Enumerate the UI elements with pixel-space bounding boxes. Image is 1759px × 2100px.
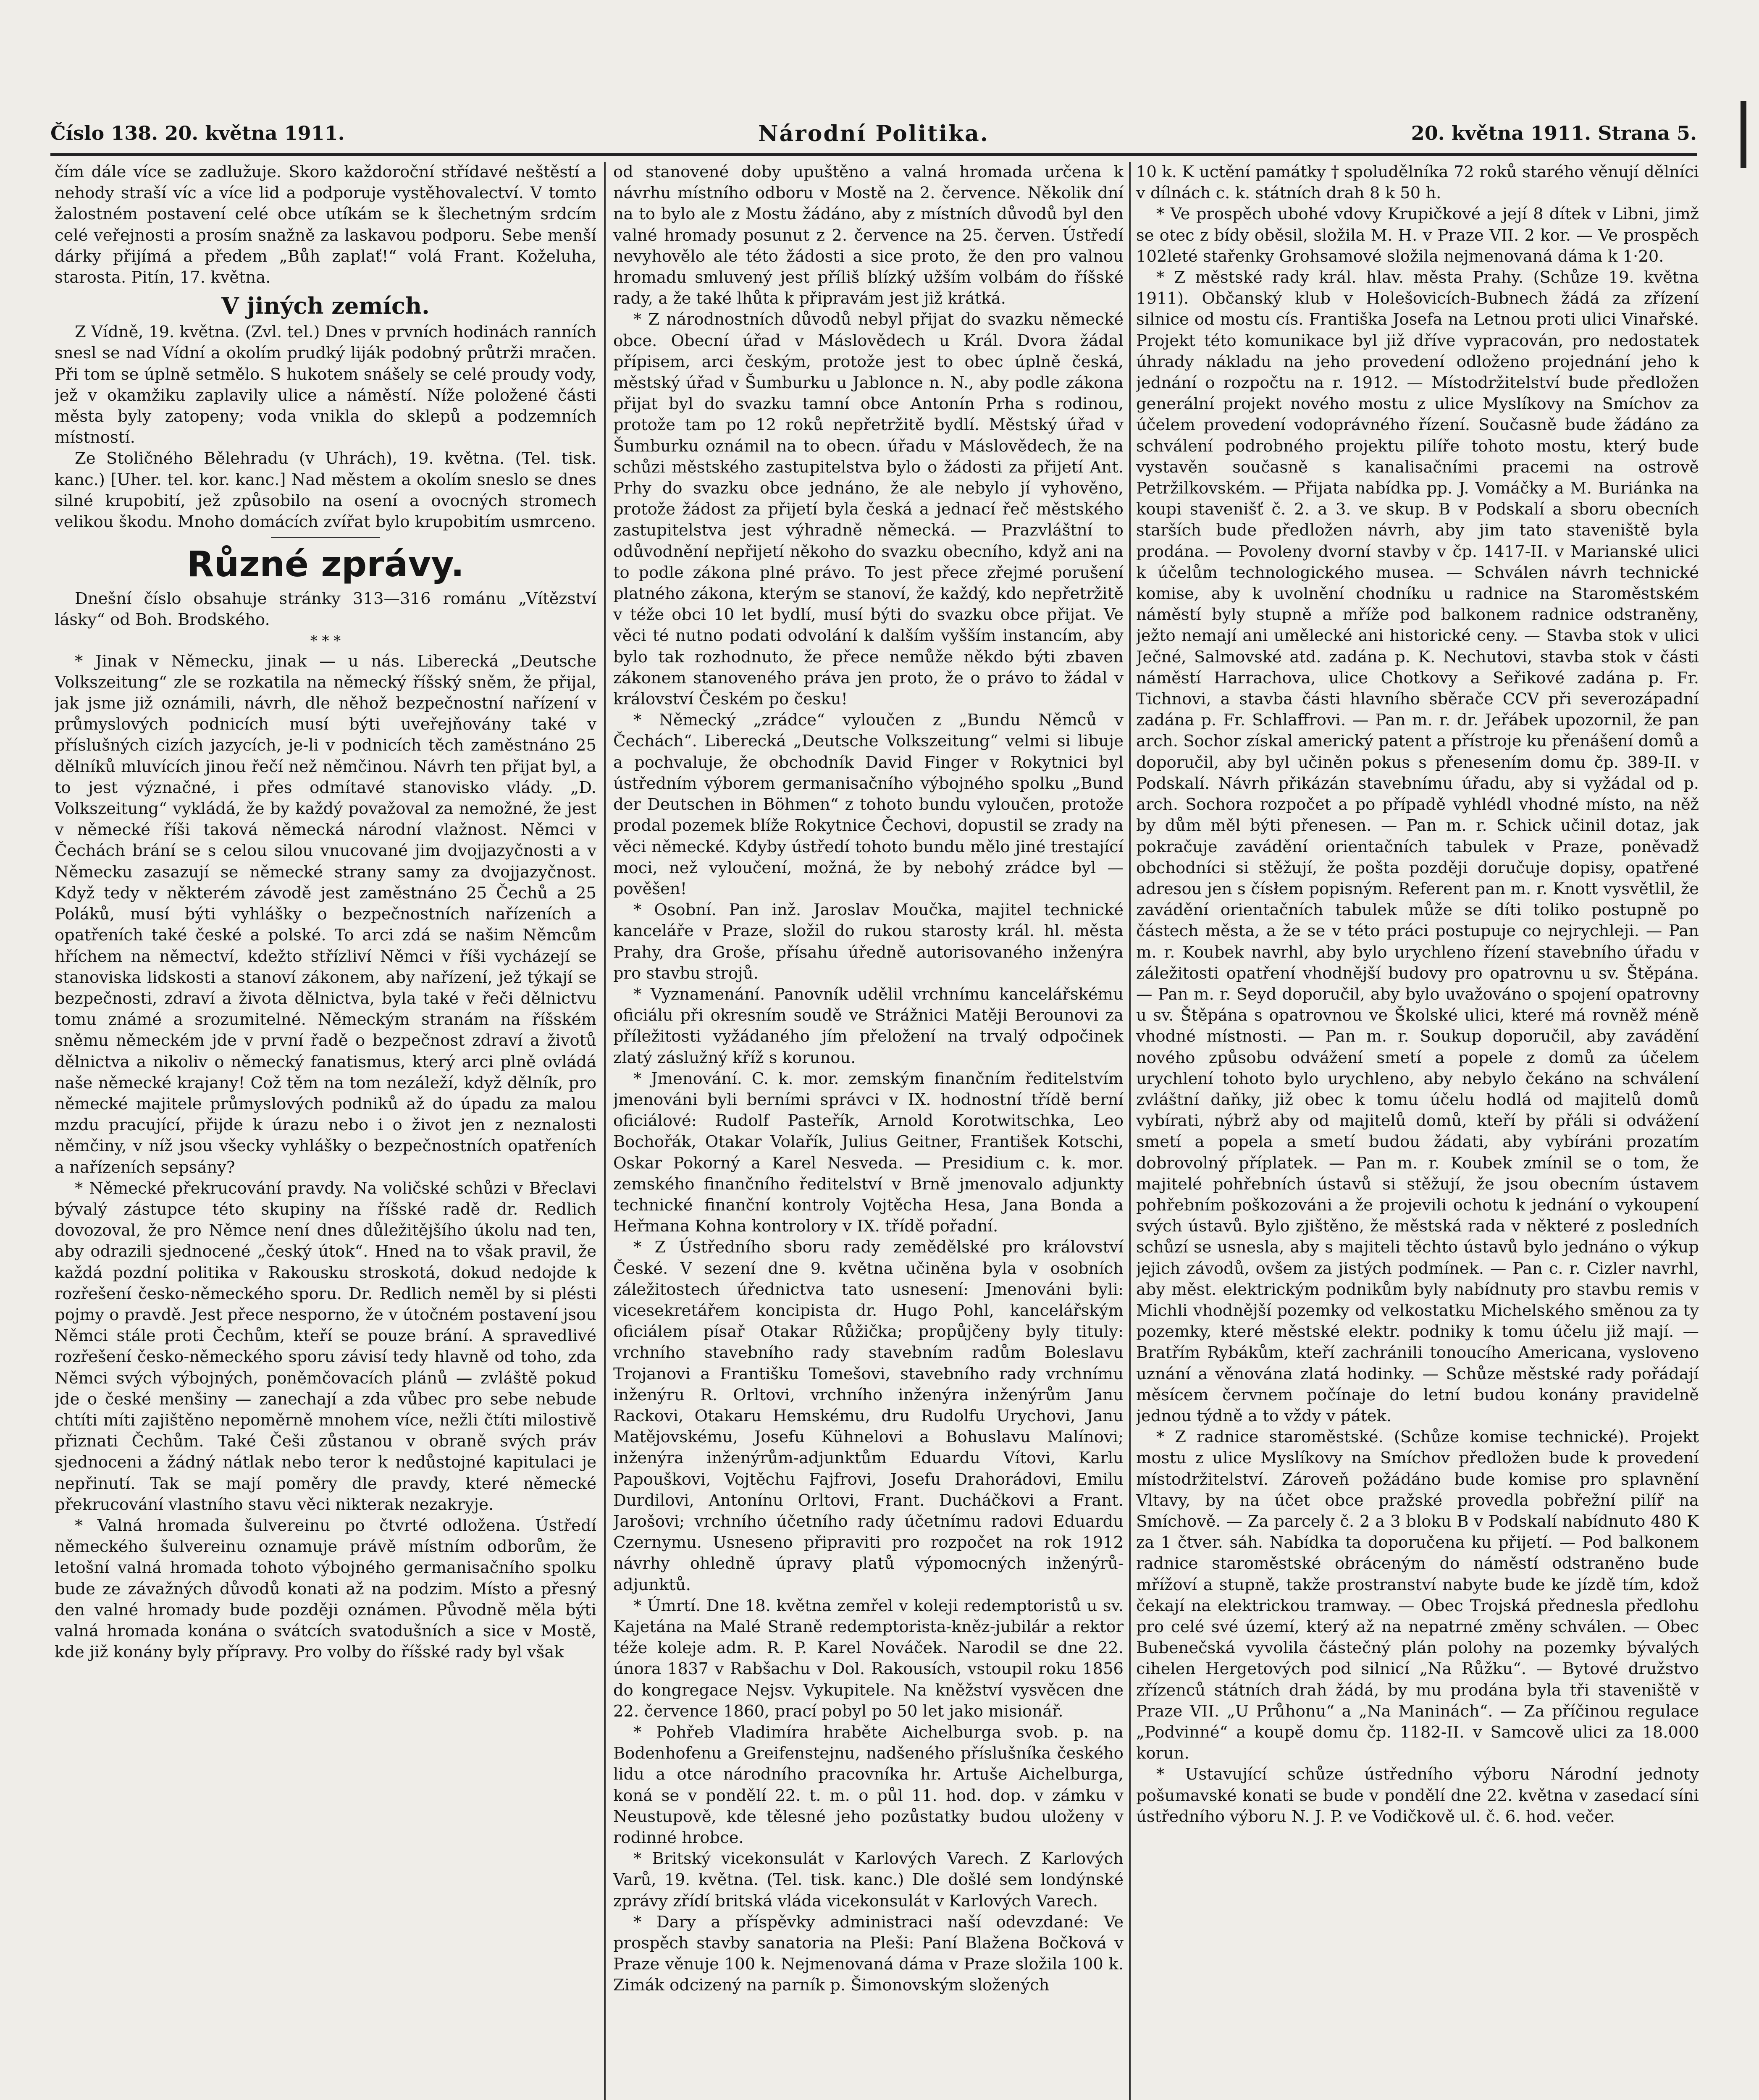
article-paragraph: Z Vídně, 19. května. (Zvl. tel.) Dnes v prvních hodinách ranních snesl se nad Vídní a okolím prudký liják podobný průtrži mračen. Při tom se úplně setmělo. S hukotem snášely se celé proudy vody, jež v okamžiku zaplavily ulice a náměstí. Níže položené části města byly zatopeny; voda vnikla do sklepů a podzemních místností.	[55, 323, 596, 447]
column-divider	[604, 162, 606, 2100]
article-paragraph: * Vyznamenání. Panovník udělil vrchnímu kancelářskému oficiálu při okresním soudě ve Strážnici Matěji Berounovi za příležitosti vyžádaného jím přeložení na trvalý odpočinek zlatý záslužný kříž s korunou.	[613, 984, 1124, 1067]
article-paragraph: 10 k. K uctění památky † spoludělníka 72 roků starého věnují dělníci v dílnách c. k. státních drah 8 k 50 h.	[1136, 163, 1699, 203]
article-paragraph: * Pohřeb Vladimíra hraběte Aichelburga svob. p. na Bodenhofenu a Greifenstejnu, nadšeného příslušníka českého lidu a otce národního pracovníka hr. Artuše Aichelburga, koná se v pondělí 22. t. m. o půl 11. hod. dop. v zámku v Neustupově, kde tělesné jeho pozůstatky budou uloženy v rodinné hrobce.	[613, 1723, 1124, 1848]
masthead-title: Národní Politika.	[758, 121, 989, 147]
article-paragraph: * Jinak v Německu, jinak — u nás. Liberecká „Deutsche Volkszeitung“ zle se rozkatila na německý říšský sněm, že přijal, jak jsme již oznámili, návrh, dle něhož bezpečnostní nařízení v průmyslových podnicích musí býti uveřejňovány také v příslušných cizích jazycích, je-li v podnicích těch zaměstnáno 25 dělníků mluvících jinou řečí než němčinou. Návrh ten přijat byl, a to jest význačné, i přes odmítavé stanovisko vlády. „D. Volkszeitung“ vykládá, že by každý považoval za nemožné, že jest v německé říši taková německá národní vlažnost. Němci v Čechách brání se s celou silou vnucované jim dvojjazyčnosti a v Německu zasazují se německé strany samy za dvojjazyčnost. Když tedy v některém závodě jest zaměstnáno 25 Čechů a 25 Poláků, musí býti vyhlášky o bezpečnostních nařízeních a opatřeních také české a polské. To arci zdá se našim Němcům hříchem na němectví, kdežto střízliví Němci v říši vycházejí se stanoviska lidskosti a stanoví zákonem, aby nařízení, jež týkají se bezpečnosti, zdraví a života dělnictva, byla také v řeči dělnictvu tomu známé a srozumitelné. Německým stranám na říšském sněmu německém jde v první řadě o bezpečnost zdraví a životů dělnictva a nikoliv o německý fanatismus, který arci plně ovládá naše německé krajany! Což těm na tom nezáleží, když dělník, pro německé majitele průmyslových podniků až do úpadu za malou mzdu pracující, přijde k úrazu nebo i o život jen z neznalosti němčiny, v níž jsou všecky vyhlášky o bezpečnostních opatřeních a nařízeních sepsány?	[55, 651, 596, 1177]
page-header	[50, 118, 1697, 151]
article-paragraph: Dnešní číslo obsahuje stránky 313—316 románu „Vítězství lásky“ od Boh. Brodského.	[55, 589, 596, 630]
article-paragraph: * Valná hromada šulvereinu po čtvrté odložena. Ústředí německého šulvereinu oznamuje právě místním odborům, že letošní valná hromada tohoto výbojného germanisačního spolku bude ze závažných důvodů konati až na podzim. Místo a přesný den valné hromady bude později oznámen. Původně měla býti valná hromada konána o svátcích svatodušních a sice v Mostě, kde již konány byly přípravy. Pro volby do říšské rady byl však	[55, 1516, 596, 1662]
issue-info: Číslo 138. 20. května 1911.	[50, 122, 345, 144]
asterism: * * *	[310, 632, 341, 649]
article-paragraph: * Úmrtí. Dne 18. května zemřel v koleji redemptoristů u sv. Kajetána na Malé Straně redemptorista-kněz-jubilár a rektor téže koleje adm. R. P. Karel Nováček. Narodil se dne 22. února 1837 v Rabšachu v Dol. Rakousích, vstoupil roku 1856 do kongregace Nejsv. Vykupitele. Na kněžství vysvěcen dne 22. července 1860, prací pobyl po 50 let jako misionář.	[613, 1596, 1124, 1721]
article-paragraph: * Ve prospěch ubohé vdovy Krupičkové a její 8 dítek v Libni, jimž se otec z bídy oběsil, složila M. H. v Praze VII. 2 kor. — Ve prospěch 102leté stařenky Grohsamové složila nejmenovaná dáma k 1·20.	[1136, 205, 1699, 266]
article-paragraph: * Z radnice staroměstské. (Schůze komise technické). Projekt mostu z ulice Myslíkovy na Smíchov předložen bude k provedení místodržitelství. Zároveň požádáno bude komise pro splavnění Vltavy, by na účet obce pražské provedla pobřežní pilíř na Smíchově. — Za parcely č. 2 a 3 bloku B v Podskalí nabídnuto 480 K za 1 čtver. sáh. Nabídka ta doporučena ku přijetí. — Pod balkonem radnice staroměstské obráceným do náměstí odstraněno bude mřížoví a stupně, takže prostranství nabyte bude ke jízdě tím, kdož čekají na elektrickou tramway. — Obec Trojská přednesla předlohu pro celé své území, který až na nepatrné změny schválen. — Obec Bubenečská vyvolila částečný plán polohy na pozemky bývalých cihelen Hergetových pod silnicí „Na Růžku“. — Bytové družstvo zřízenců státních drah žádá, by mu prodána byla tři staveniště v Praze VII. „U Průhonu“ a „Na Maninách“. — Za příčinou regulace „Podvinné“ a koupě domu čp. 1182-II. v Samcově ulici za 18.000 korun.	[1136, 1428, 1699, 1763]
date-page-number: 20. května 1911. Strana 5.	[1411, 122, 1697, 144]
column-divider	[1129, 162, 1131, 2100]
column-3	[1136, 162, 1699, 2100]
article-paragraph: * Německé překrucování pravdy. Na voličské schůzi v Břeclavi bývalý zástupce této skupiny na říšské radě dr. Redlich dovozoval, že pro Němce není dnes důležitějšího úkolu nad ten, aby odrazili sjednocené „český útok“. Hned na to však pravil, že každá pozdní politika v Rakousku stroskotá, dokud nedojde k rozřešení česko-německého sporu. Dr. Redlich neměl by si plésti pojmy o pravdě. Jest přece nesporno, že v útočném postavení jsou Němci stále proti Čechům, kteří se pouze brání. A spravedlivé rozřešení česko-německého sporu závisí tedy hlavně od toho, zda Němci svých výbojných, poněmčovacích plánů — zvláště pokud jde o české menšiny — zanechají a zda vůbec pro sebe nebude chtíti míti zajištěno nepoměrně mnohem více, nežli čtíti milostivě přiznati Čechům. Také Češi zůstanou v obraně svých práv sjednoceni a žádný nátlak nebo teror k nedůstojné kapitulaci je nepřinutí. Tak se mají poměry dle pravdy, které německé překrucování vlastního stavu věci nikterak nezakryje.	[55, 1179, 596, 1514]
column-2	[613, 162, 1124, 2100]
article-paragraph: * Z národnostních důvodů nebyl přijat do svazku německé obce. Obecní úřad v Máslovědech u Král. Dvora žádal přípisem, arci českým, protože jest to obec úplně česká, městský úřad v Šumburku u Jablonce n. N., aby podle zákona přijat byl do svazku tamní obce Antonín Prha s rodinou, protože tam po 12 roků nepřetržitě bydlí. Městský úřad v Šumburku oznámil na to obecn. úřadu v Máslovědech, že na schůzi městského zastupitelstva bylo o žádosti za přijetí Ant. Prhy do svazku obce jednáno, že ale nebylo jí vyhověno, protože žádost za přijetí byla česká a jednací řeč městského zastupitelstva jest výhradně německá. — Prazvláštní to odůvodnění nepřijetí někoho do svazku obecního, když ani na to podle zákona plné právo. To jest přece zřejmé porušení platného zákona, kterým se stanoví, že každý, kdo nepřetržitě v téže obci 10 let bydlí, musí býti do svazku obce přijat. Ve věci té nutno podati odvolání k dalším vyšším instancím, aby bylo tak rozhodnuto, že přece nemůže někdo býti zbaven zákonem stanoveného práva jen proto, že o právo to žádal v království Českém po česku!	[613, 310, 1124, 709]
article-paragraph: * Jmenování. C. k. mor. zemským finančním ředitelstvím jmenováni byli berními správci v IX. hodnostní třídě berní oficiálové: Rudolf Pasteřík, Arnold Korotwitschka, Leo Bochořák, Otakar Volařík, Julius Geitner, František Kotschi, Oskar Pokorný a Karel Nesveda. — Presidium c. k. mor. zemského finančního ředitelství v Brně jmenovalo adjunkty technické finanční kontroly Vojtěcha Hesa, Jana Bonda a Heřmana Kohna kontrolory v IX. třídě pořadní.	[613, 1069, 1124, 1236]
article-paragraph: čím dále více se zadlužuje. Skoro každoroční střídavé neštěstí a nehody straší víc a více lid a podporuje vystěhovalectví. V tomto žalostném postavení celé obce utíkám se k šlechetným srdcím celé veřejnosti a prosím snažně za laskavou podporu. Sebe menší dárky přijímá a předem „Bůh zaplať!“ volá Frant. Koželuha, starosta. Pitín, 17. května.	[55, 163, 596, 287]
scan-edge-mark	[1741, 101, 1746, 168]
header-rule	[50, 153, 1697, 156]
article-paragraph: * Dary a příspěvky administraci naší odevzdané: Ve prospěch stavby sanatoria na Pleši: Paní Blažena Bočková v Praze věnuje 100 k. Nejmenovaná dáma v Praze složila 100 k. Zimák odcizený na parník p. Šimonovským složených	[613, 1912, 1124, 1995]
section-heading-various-news: Různé zprávy.	[186, 543, 465, 585]
section-heading-other-lands: V jiných zemích.	[221, 292, 430, 320]
column-1	[55, 162, 596, 2100]
article-paragraph: * Britský vicekonsulát v Karlových Varech. Z Karlových Varů, 19. května. (Tel. tisk. kanc.) Dle došlé sem londýnské zprávy zřídí britská vláda vicekonsulát v Karlových Varech.	[613, 1849, 1124, 1911]
article-paragraph: * Z Ústředního sboru rady zemědělské pro království České. V sezení dne 9. května učiněna byla v osobních záležitostech úřednictva tato usnesení: Jmenováni byli: vicesekretářem koncipista dr. Hugo Pohl, kancelářským oficiálem písař Otakar Růžička; propůjčeny byly tituly: vrchního stavebního rady stavebním radům Boleslavu Trojanovi a Františku Tomešovi, stavebního rady vrchnímu inženýru R. Orltovi, vrchního inženýra inženýrům Janu Rackovi, Otakaru Hemskému, dru Rudolfu Urychovi, Janu Matějovskému, Josefu Kühnelovi a Bohuslavu Malínovi; inženýra inženýrům-adjunktům Eduardu Vítovi, Karlu Papouškovi, Vojtěchu Fajfrovi, Josefu Drahorádovi, Emilu Durdilovi, Antonínu Orltovi, Frant. Ducháčkovi a Frant. Jarošovi; vrchního účetního rady účetnímu radovi Eduardu Czernymu. Usneseno připraviti pro rozpočet na rok 1912 návrhy ohledně úpravy platů výpomocných inženýrů-adjunktů.	[613, 1238, 1124, 1594]
article-paragraph: * Osobní. Pan inž. Jaroslav Moučka, majitel technické kanceláře v Praze, složil do rukou starosty král. hl. města Prahy, dra Groše, přísahu úředně autorisovaného inženýra pro stavbu strojů.	[613, 900, 1124, 983]
article-paragraph: * Ustavující schůze ústředního výboru Národní jednoty pošumavské konati se bude v pondělí dne 22. května v zasedací síni ústředního výboru N. J. P. ve Vodičkově ul. č. 6. hod. večer.	[1136, 1765, 1699, 1826]
article-paragraph: * Německý „zrádce“ vyloučen z „Bundu Němců v Čechách“. Liberecká „Deutsche Volkszeitung“ velmi si libuje a pochvaluje, že obchodník David Finger v Rokytnici byl ústředním výborem germanisačního výbojného spolku „Bund der Deutschen in Böhmen“ z tohoto bundu vyloučen, protože prodal pozemek blíže Rokytnice Čechovi, dopustil se zrady na věci německé. Kdyby ústředí tohoto bundu mělo jiné trestající moci, než vyloučení, možná, že by nebohý zrádce byl — pověšen!	[613, 711, 1124, 898]
article-paragraph: Ze Stoličného Bělehradu (v Uhrách), 19. května. (Tel. tisk. kanc.) [Uher. tel. kor. kanc.] Nad městem a okolím sneslo se dnes silné krupobití, jež způsobilo na osení a ovocných stromech velikou škodu. Mnoho domácích zvířat bylo krupobitím usmrceno.	[55, 449, 596, 532]
article-paragraph: od stanovené doby upuštěno a valná hromada určena k návrhu místního odboru v Mostě na 2. července. Několik dní na to bylo ale z Mostu žádáno, aby z místních důvodů byl den valné hromady posunut z 2. července na 25. červen. Ústředí nevyhovělo ale této žádosti a sice proto, že den pro valnou hromadu smluvený jest příliš blízký užším volbám do říšské rady, a že také lhůta k připravám jest již krátká.	[613, 163, 1124, 308]
article-paragraph: * Z městské rady král. hlav. města Prahy. (Schůze 19. května 1911). Občanský klub v Holešovicích-Bubnech žádá za zřízení silnice od mostu cís. Františka Josefa na Letnou proti ulici Vinařské. Projekt této komunikace byl již dříve vypracován, pro nedostatek úhrady nákladu na jeho provedení odloženo projednání jeho k jednání o rozpočtu na r. 1912. — Místodržitelství bude předložen generální projekt nového mostu z ulice Myslíkovy na Smíchov za účelem provedení vodoprávného řízení. Současně bude žádáno za schválení podrobného projektu pilíře tohoto mostu, který bude vystavěn současně s kanalisačními pracemi na ostrově Petržilkovském. — Přijata nabídka pp. J. Vomáčky a M. Buriánka na koupi stavenišť č. 2. a 3. ve skup. B v Podskalí a sboru obecních starších bude předložen návrh, aby jim tato staveniště byla prodána. — Povoleny dvorní stavby v čp. 1417-II. v Marianské ulici k účelům technologického museа. — Schválen návrh technické komise, aby k uvolnění chodníku u radnice na Staroměstském náměstí byly stupně a mříže pod balkonem radnice odstraněny, ježto nemají ani umělecké ani historické ceny. — Stavba stok v ulici Ječné, Salmovské atd. zadána p. K. Nechutovi, stavba stok v části náměstí Harrachova, ulice Chotkovy a Seřikové zadána p. Fr. Tichnovi, a stavba části hlavního sběrače CCV při severozápadní zadána p. Fr. Schlaffrovi. — Pan m. r. dr. Jeřábek upozornil, že pan arch. Sochor získal americký patent a přístroje ku přenášení domů a doporučil, aby byl učiněn pokus s přenesením domu čp. 389-II. v Podskalí. Návrh přikázán stavebnímu úřadu, aby si vyžádal od p. arch. Sochora rozpočet a po případě vyhlédl vhodné místo, na něž by dům měl býti přenesen. — Pan m. r. Schick učinil dotaz, jak pokračuje zavádění orientačních tabulek v Praze, poněvadž obchodníci si stěžují, že pošta později doručuje dopisy, opatřené adresou jen s čísłem popisným. Referent pan m. r. Knott vysvětlil, že zavádění orientačních tabulek může se díti toliko postupně po částech města, a že se v této práci postupuje co nejrychleji. — Pan m. r. Koubek navrhl, aby bylo urychleno řízení stavebního úřadu v záležitosti opatření vhodnější budovy pro opatrovnu u sv. Štěpána. — Pan m. r. Seyd doporučil, aby bylo uvažováno o spojení opatrovny u sv. Štěpána s opatrovnou ve Školské ulici, které má rovněž méně vhodné místnosti. — Pan m. r. Soukup doporučil, aby zavádění nového způsobu odvážení smetí a popele z domů za účelem urychlení tohoto bylo urychleno, aby nebylo čekáno na schválení zvláštní daňky, již obec k tomu účelu hodlá od majitelů domů vybírati, nýbrž aby od majitelů domů, kteří by přáli si odvážení smetí a popela a smetí budou žádati, aby vybíráni prozatím dobrovolný příplatek. — Pan m. r. Koubek zmínil se o tom, že majitelé pohřebních ústavů si stěžují, že jsou obecním ústavem pohřebním poškozováni a že projevili ochotu k jednání o vykoupení svých ústavů. Bylo zjištěno, že městská rada v některé z posledních schůzí se usnesla, aby s majiteli těchto ústavů bylo jednáno o výkup jejich závodů, ovšem za jistých podmínek. — Pan c. r. Cizler navrhl, aby měst. elektrickým podnikům byly nabídnuty pro stavbu remis v Michli vhodnější pozemky od velkostatku Michelského směnou za ty pozemky, které městské elektr. podniky k tomu účelu již mají. — Bratřím Rybákům, kteří zachránili tonoucího Americana, vysloveno uznání a věnována zlatá hodinky. — Schůze městské rady pořádají měsícem červnem počínaje do letní budou konány pravidelně jednou týdně a to vždy v pátek.	[1136, 268, 1699, 1425]
separator-rule	[271, 537, 380, 538]
